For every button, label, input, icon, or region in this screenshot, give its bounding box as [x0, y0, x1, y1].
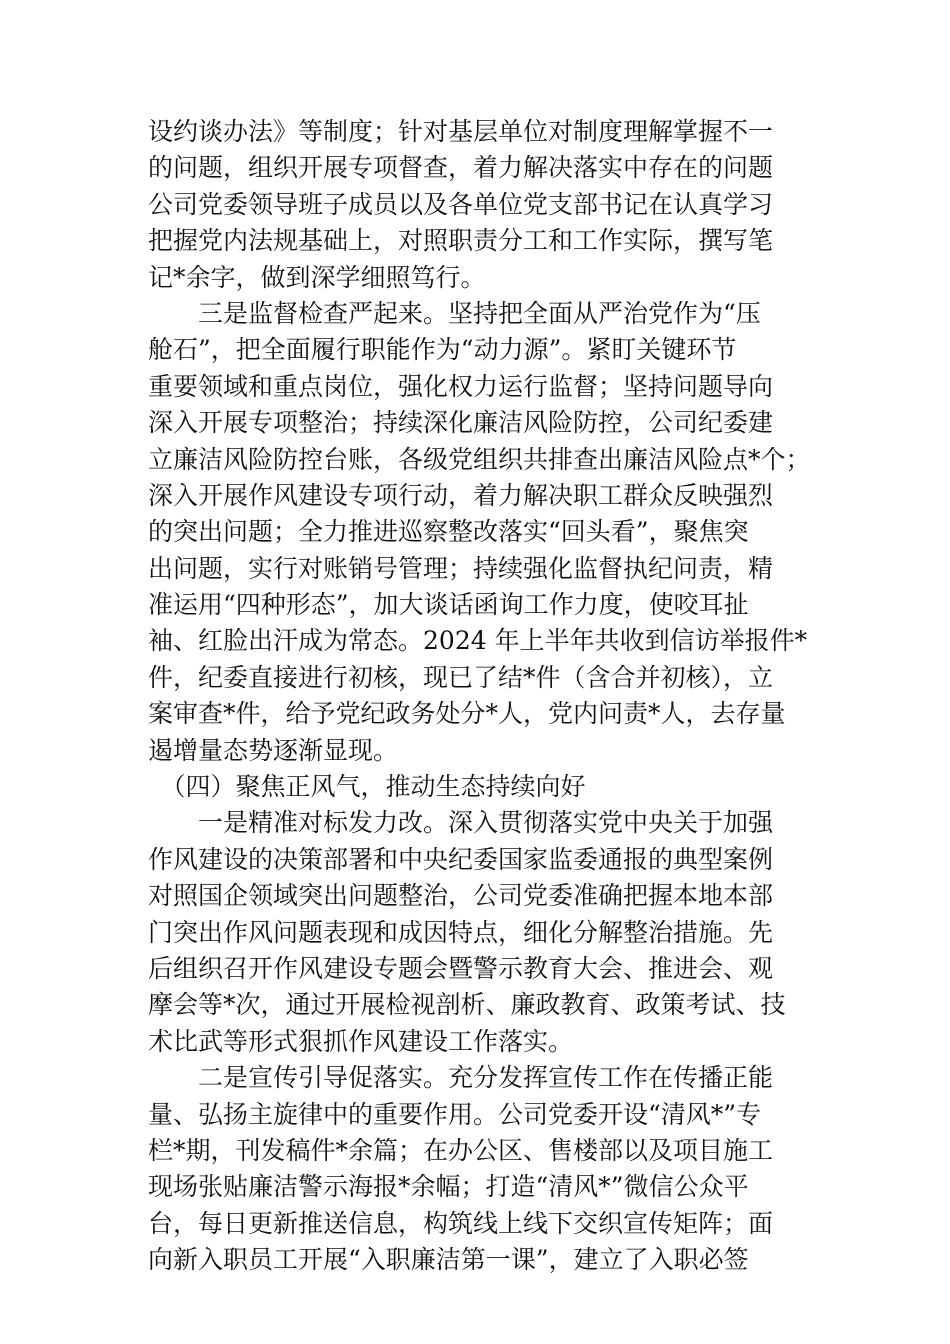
text-line: 栏*期，刊发稿件*余篇；在办公区、售楼部以及项目施工: [148, 1135, 774, 1165]
text-line: 出问题，实行对账销号管理；持续强化监督执纪问责，精: [148, 553, 774, 583]
text-line: 一是精准对标发力改。深入贯彻落实党中央关于加强: [148, 808, 774, 838]
text-line: 袖、红脸出汗成为常态。2024 年上半年共收到信访举报件*: [148, 626, 808, 656]
text-line: 记*余字，做到深学细照笃行。: [148, 262, 486, 292]
text-line: 准运用“四种形态”，加大谈话函询工作力度，使咬耳扯: [148, 590, 749, 620]
text-line: 深入开展作风建设专项行动，着力解决职工群众反映强烈: [148, 480, 774, 510]
text-line: 量、弘扬主旋律中的重要作用。公司党委开设“清风*”专: [148, 1099, 762, 1129]
text-line: 公司党委领导班子成员以及各单位党支部书记在认真学习: [148, 189, 774, 219]
text-line: 件，纪委直接进行初核，现已了结*件（含合并初核），立: [148, 662, 774, 692]
text-line: 台，每日更新推送信息，构筑线上线下交织宣传矩阵；面: [148, 1208, 774, 1238]
text-line: 立廉洁风险防控台账，各级党组织共排查出廉洁风险点*个；: [148, 444, 811, 474]
text-line: 摩会等*次，通过开展检视剖析、廉政教育、政策考试、技: [148, 990, 786, 1020]
text-line: 术比武等形式狠抓作风建设工作落实。: [148, 1026, 574, 1056]
text-line: 二是宣传引导促落实。充分发挥宣传工作在传播正能: [148, 1063, 774, 1093]
text-line: 设约谈办法》等制度；针对基层单位对制度理解掌握不一: [148, 117, 774, 146]
text-line: 把握党内法规基础上，对照职责分工和工作实际，撰写笔: [148, 226, 774, 256]
text-line: 遏增量态势逐渐显现。: [148, 735, 399, 765]
text-line: 门突出作风问题表现和成因特点，细化分解整治措施。先: [148, 917, 774, 947]
text-line: 向新入职员工开展“入职廉洁第一课”，建立了入职必签: [148, 1245, 749, 1275]
text-line: 的问题，组织开展专项督查，着力解决落实中存在的问题: [148, 153, 774, 183]
text-line: 三是监督检查严起来。坚持把全面从严治党作为“压: [148, 298, 761, 328]
text-line: 现场张贴廉洁警示海报*余幅；打造“清风*”微信公众平: [148, 1172, 749, 1202]
text-line: 案审查*件，给予党纪政务处分*人，党内问责*人，去存量: [148, 699, 786, 729]
text-line: 的突出问题；全力推进巡察整改落实“回头看”，聚焦突: [148, 517, 749, 547]
text-line: 后组织召开作风建设专题会暨警示教育大会、推进会、观: [148, 953, 774, 983]
text-line: 深入开展专项整治；持续深化廉洁风险防控，公司纪委建: [148, 408, 774, 438]
text-line: 重要领域和重点岗位，强化权力运行监督；坚持问题导向: [148, 371, 774, 401]
text-line: （四）聚焦正风气，推动生态持续向好: [148, 772, 586, 802]
text-line: 舱石”，把全面履行职能作为“动力源”。紧盯关键环节: [148, 335, 737, 365]
document-body: [148, 114, 868, 1279]
text-line: 作风建设的决策部署和中央纪委国家监委通报的典型案例: [148, 844, 774, 874]
text-line: 对照国企领域突出问题整治，公司党委准确把握本地本部: [148, 881, 774, 911]
